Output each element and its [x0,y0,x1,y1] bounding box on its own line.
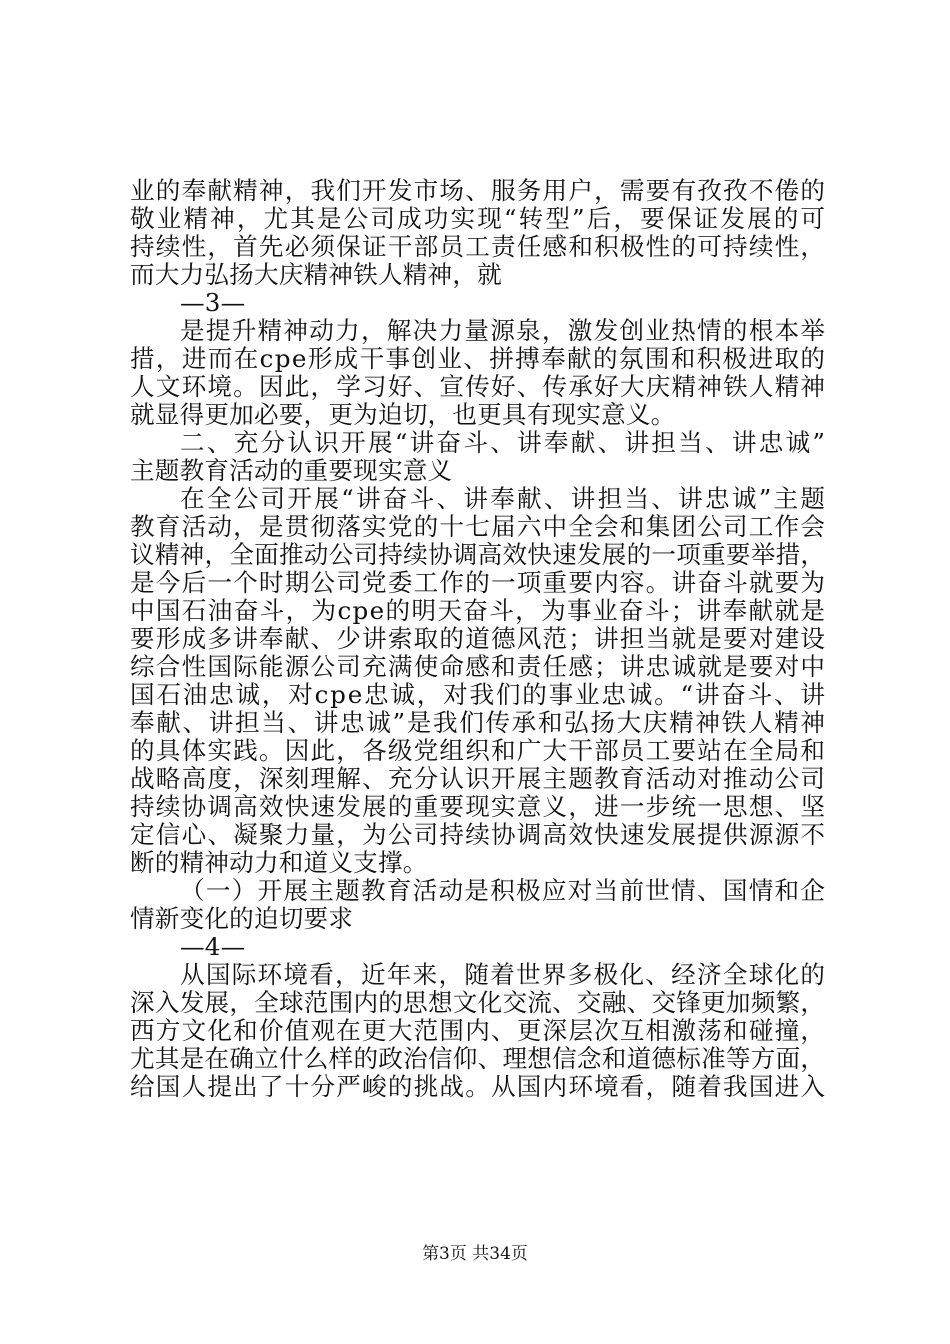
text-line: 奉献、讲担当、讲忠诚”是我们传承和弘扬大庆精神铁人精神 [130,708,827,737]
text-line: 就显得更加必要，更为迫切，也更具有现实意义。 [130,400,676,429]
text-line: 而大力弘扬大庆精神铁人精神，就 [130,260,502,289]
text-line: 的具体实践。因此，各级党组织和广大干部员工要站在全局和 [130,736,827,765]
text-line: 持续协调高效快速发展的重要现实意义，进一步统一思想、坚 [130,792,827,821]
text-line: 敬业精神，尤其是公司成功实现“转型”后，要保证发展的可 [130,204,828,233]
text-line: 中国石油奋斗，为cpe的明天奋斗，为事业奋斗；讲奉献就是 [130,596,827,625]
text-line: 在全公司开展“讲奋斗、讲奉献、讲担当、讲忠诚”主题 [180,484,828,513]
text-line: 人文环境。因此，学习好、宣传好、传承好大庆精神铁人精神 [130,372,827,401]
text-line: 国石油忠诚，对cpe忠诚，对我们的事业忠诚。“讲奋斗、讲 [130,680,827,709]
text-line: 主题教育活动的重要现实意义 [130,456,453,485]
page-number-marker: —4— [180,932,246,961]
text-line: 是提升精神动力，解决力量源泉，激发创业热情的根本举 [180,316,827,345]
text-line: 西方文化和价值观在更大范围内、更深层次互相激荡和碰撞， [130,1016,827,1045]
text-line: 战略高度，深刻理解、充分认识开展主题教育活动对推动公司 [130,764,827,793]
text-line: 从国际环境看，近年来，随着世界多极化、经济全球化的 [180,960,827,989]
text-line: 定信心、凝聚力量，为公司持续协调高效快速发展提供源源不 [130,820,827,849]
text-line: 要形成多讲奉献、少讲索取的道德风范；讲担当就是要对建设 [130,624,827,653]
text-line: 教育活动，是贯彻落实党的十七届六中全会和集团公司工作会 [130,512,827,541]
text-line: 持续性，首先必须保证干部员工责任感和积极性的可持续性， [130,232,827,261]
text-line: 断的精神动力和道义支撑。 [130,848,428,877]
text-line: 给国人提出了十分严峻的挑战。从国内环境看，随着我国进入 [130,1072,827,1101]
text-line: 综合性国际能源公司充满使命感和责任感；讲忠诚就是要对中 [130,652,827,681]
text-line: 情新变化的迫切要求 [130,904,354,933]
text-line: 措，进而在cpe形成干事创业、拼搏奉献的氛围和积极进取的 [130,344,827,373]
text-line: （一）开展主题教育活动是积极应对当前世情、国情和企 [180,876,827,905]
text-line: 二、充分认识开展“讲奋斗、讲奉献、讲担当、讲忠诚” [180,428,828,457]
text-line: 业的奉献精神，我们开发市场、服务用户，需要有孜孜不倦的 [130,176,827,205]
text-line: 议精神，全面推动公司持续协调高效快速发展的一项重要举措， [130,540,826,569]
text-line: 深入发展，全球范围内的思想文化交流、交融、交锋更加频繁， [130,988,826,1017]
text-line: 是今后一个时期公司党委工作的一项重要内容。讲奋斗就要为 [130,568,827,597]
text-line: 尤其是在确立什么样的政治信仰、理想信念和道德标准等方面， [130,1044,826,1073]
page-footer: 第3页 共34页 [422,1244,528,1264]
page-number-marker: —3— [180,288,246,317]
